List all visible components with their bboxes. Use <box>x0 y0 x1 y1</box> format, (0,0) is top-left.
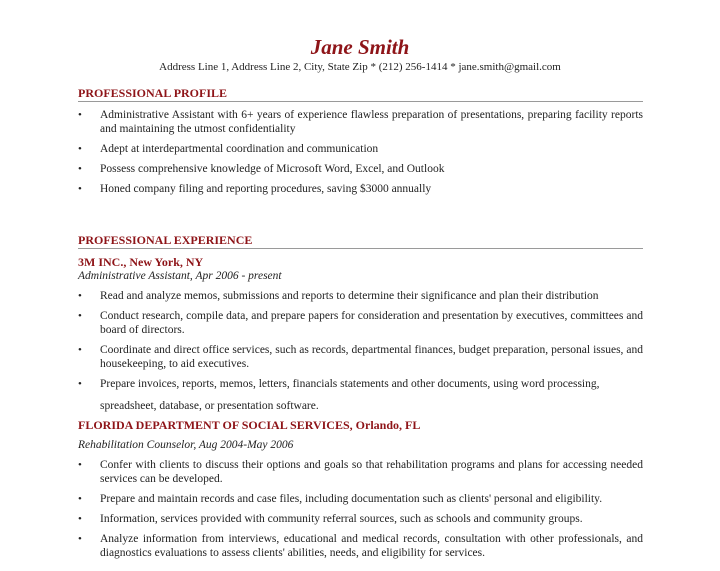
bullet-icon: • <box>78 163 82 175</box>
bullet-icon: • <box>78 459 82 471</box>
bullet-icon: • <box>78 310 82 322</box>
bullet-icon: • <box>78 378 82 390</box>
list-item: • Possess comprehensive knowledge of Microsoft Word, Excel, and Outlook <box>78 163 445 175</box>
bullet-icon: • <box>78 493 82 505</box>
list-item: • Adept at interdepartmental coordination and communication <box>78 143 379 155</box>
list-item: • Coordinate and direct office services, such as records, departmental finances, budget preparation, personal issues, and housekeeping, to aid executives. <box>78 344 643 370</box>
list-item: • Administrative Assistant with 6+ years of experience flawless preparation of presentations, preparing facility reports and maintaining the utmost confidentiality <box>78 109 643 135</box>
company-name: FLORIDA DEPARTMENT OF SOCIAL SERVICES, Orlando, FL <box>78 418 421 432</box>
bullet-icon: • <box>78 344 82 356</box>
bullet-icon: • <box>78 513 82 525</box>
contact-line: Address Line 1, Address Line 2, City, State Zip * (212) 256-1414 * jane.smith@gmail.com <box>159 61 561 73</box>
section-heading-experience: PROFESSIONAL EXPERIENCE <box>78 233 643 249</box>
list-item: • Analyze information from interviews, educational and medical records, consultation with other professionals, and diagnostics evaluations to assess clients' abilities, needs, and eligibility for services. <box>78 533 643 559</box>
job-role: Rehabilitation Counselor, Aug 2004-May 2006 <box>78 439 294 451</box>
list-item: • Confer with clients to discuss their options and goals so that rehabilitation programs and plans for accessing needed services can be developed. <box>78 459 643 485</box>
job-role: Administrative Assistant, Apr 2006 - present <box>78 270 282 282</box>
section-heading-profile: PROFESSIONAL PROFILE <box>78 86 643 102</box>
bullet-icon: • <box>78 109 82 121</box>
list-item: • Honed company filing and reporting procedures, saving $3000 annually <box>78 183 432 195</box>
bullet-icon: • <box>78 143 82 155</box>
candidate-name: Jane Smith <box>310 35 410 59</box>
job-duties-list <box>78 458 643 560</box>
job-duties-list <box>78 289 643 413</box>
list-item: • Prepare and maintain records and case files, including documentation such as clients' personal and eligibility. <box>78 493 603 505</box>
list-item: • Prepare invoices, reports, memos, letters, financials statements and other documents, using word processing, <box>78 378 600 390</box>
profile-list <box>78 108 643 196</box>
list-item: • Read and analyze memos, submissions and reports to determine their significance and plan their distribution <box>78 290 599 302</box>
list-item: • Information, services provided with community referral sources, such as schools and community groups. <box>78 513 583 525</box>
list-item-continuation: spreadsheet, database, or presentation software. <box>100 400 319 412</box>
company-name: 3M INC., New York, NY <box>78 255 204 269</box>
bullet-icon: • <box>78 533 82 545</box>
bullet-icon: • <box>78 183 82 195</box>
bullet-icon: • <box>78 290 82 302</box>
list-item: • Conduct research, compile data, and prepare papers for consideration and presentation by executives, committees and board of directors. <box>78 310 643 336</box>
